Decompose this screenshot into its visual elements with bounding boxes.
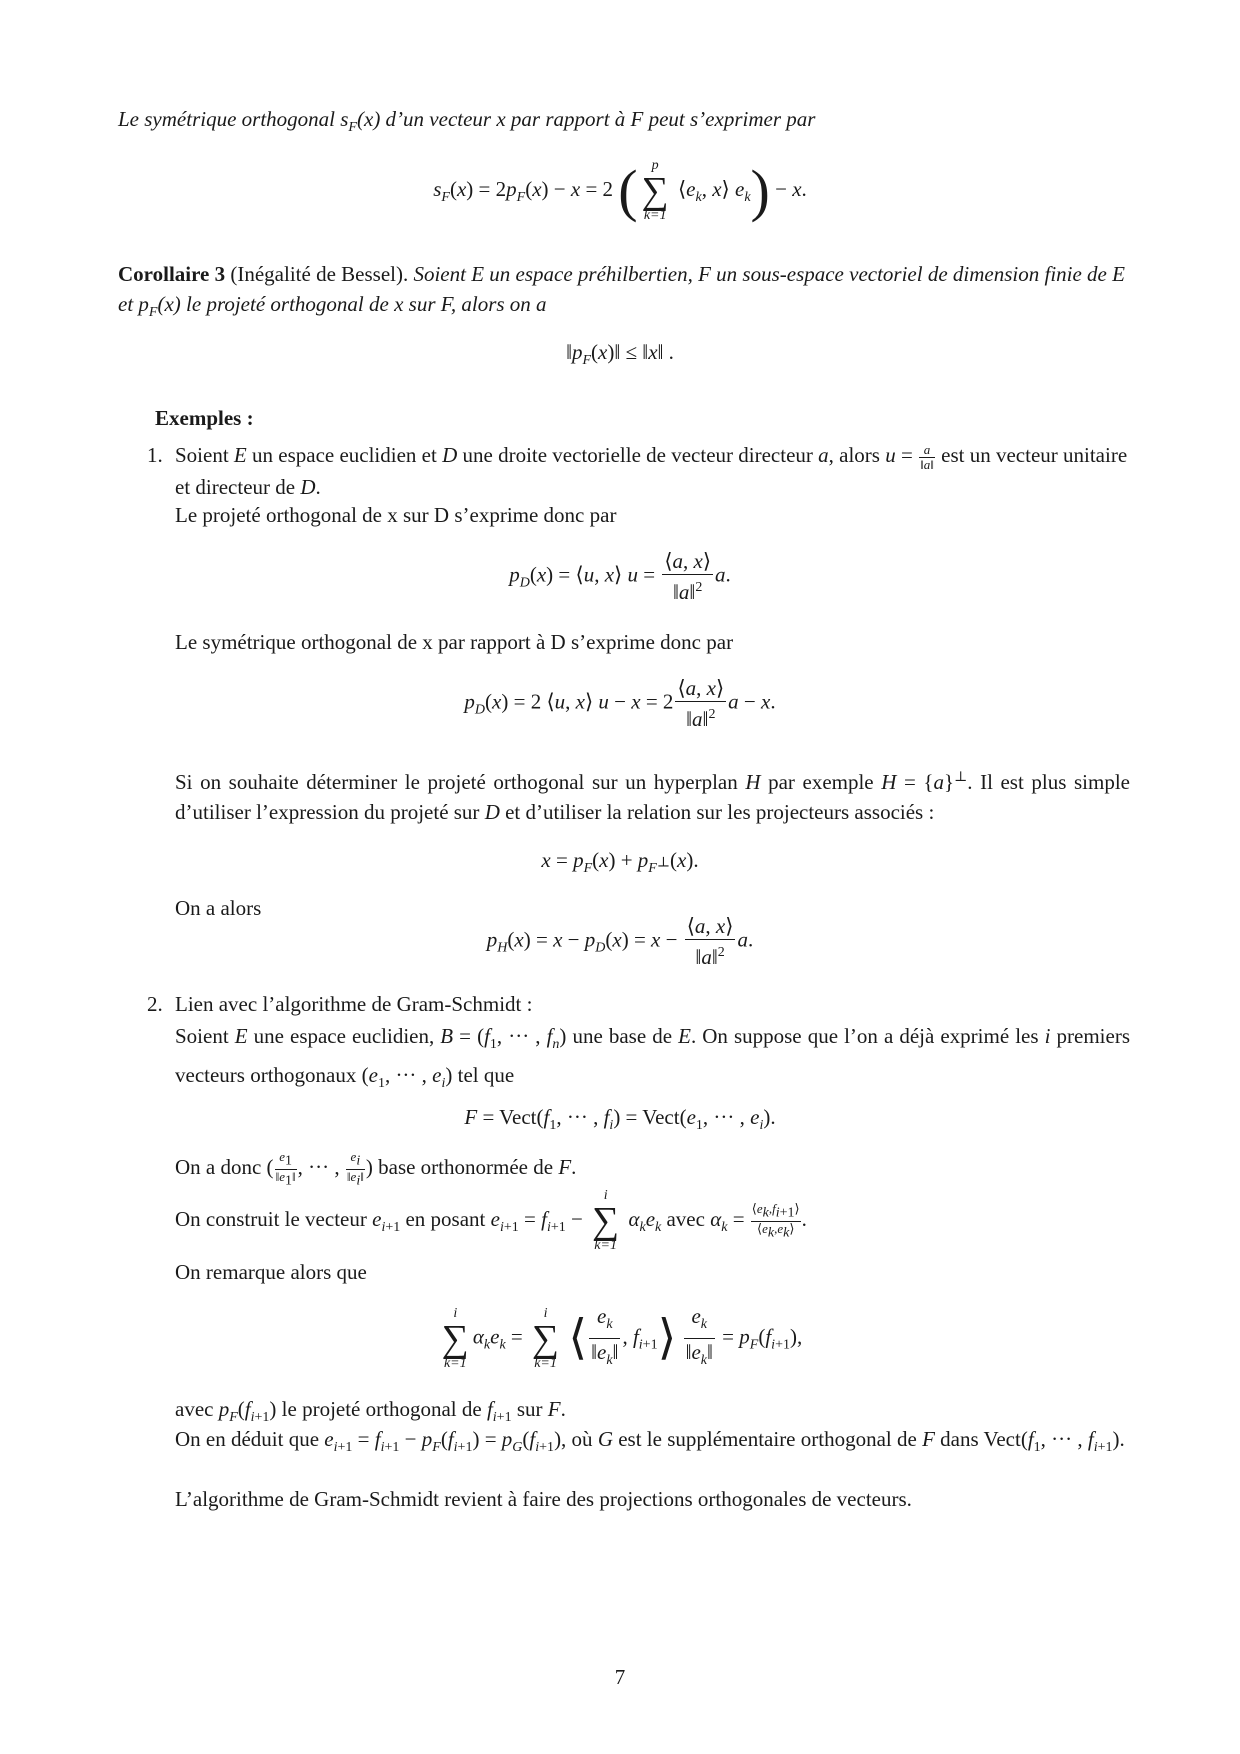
item2-title: Lien avec l’algorithme de Gram-Schmidt : [175, 992, 533, 1016]
corollary-name: (Inégalité de Bessel). [230, 262, 409, 286]
page-number: 7 [614, 1665, 626, 1689]
item2-number: 2. [147, 992, 163, 1016]
item2-line2: On construit le vecteur $e_{i+1}$ en posant $e_{i+1} = f_{i+1}$ − i ∑ k=1 $\alpha_ke_k$ avec $\alpha_k$ = $\frac{⟨e_k,f_{i+1}⟩}{⟨e_k,e_k⟩}$ . [175, 1188, 807, 1253]
item2-equation-vect: $F = Vect(f_1$, ··· , $f_i$) = $Vect(e_1$, ··· , $e_i$). [464, 1105, 776, 1134]
item1-line1: Soient E un espace euclidien et D une droite vectorielle de vecteur directeur a, alors u = $\frac{a}{‖a‖}$ est un vecteur unitaire et directeur de D. [175, 441, 1128, 499]
item2-line5: On en déduit que $e_{i+1} = f_{i+1} - p_F(f_{i+1}) = p_G(f_{i+1})$, où G est le supplémentaire orthogonal de F dans $Vect(f_1$, ··· , $f_{i+1}$). [175, 1427, 1125, 1456]
corollary-label: Corollaire 3 [118, 262, 226, 286]
item1-line3: Le symétrique orthogonal de x par rapport à D s’exprime donc par [175, 630, 734, 654]
item1-equation-symmetric: $p_D(x) = 2$ ⟨u, x⟩ u − x = 2 $\frac{⟨a, x⟩}{‖a‖^2}$ a − x. [464, 676, 776, 731]
item2-line1: On a donc ( $\frac{e_1}{‖e_1‖}$ , ··· , $\frac{e_i}{‖e_i‖}$ ) base orthonormée de F. [175, 1149, 577, 1189]
examples-heading: Exemples : [155, 406, 254, 430]
item1-equation-decomposition: $x = p_F(x) + p_{F^\perp}(x)$. [541, 848, 699, 877]
item1-equation-hyperplane: $p_H(x) = x - p_D(x) = x$ − $\frac{⟨a, x⟩}{‖a‖^2}$ a. [486, 914, 754, 969]
equation-bessel: $‖p_F(x)‖$ ≤ ‖x‖ . [566, 340, 674, 369]
item2-line4: avec $p_F(f_{i+1})$ le projeté orthogonal de $f_{i+1}$ sur F. [175, 1397, 566, 1426]
item1-line2: Le projeté orthogonal de x sur D s’exprime donc par [175, 503, 617, 527]
item2-line6: L’algorithme de Gram-Schmidt revient à faire des projections orthogonales de vecteurs. [175, 1487, 912, 1511]
corollary-block: Corollaire 3 (Inégalité de Bessel). Soient E un espace préhilbertien, F un sous-espace vectoriel de dimension finie de E et $p_F(x)$ le projeté orthogonal de x sur F, alors on a [118, 262, 1125, 321]
item1-line4: On a alors [175, 896, 262, 920]
item1-paragraph: Si on souhaite déterminer le projeté orthogonal sur un hyperplan H par exemple H = {a}⊥. Il est plus simple d’utiliser l’expression du projeté sur D et d’utiliser la relation sur les projecteurs associés : [175, 770, 1130, 824]
item1-number: 1. [147, 443, 163, 467]
item2-line3: On remarque alors que [175, 1260, 367, 1284]
item1-equation-projection: $p_D(x)$ = ⟨u, x⟩ u = $\frac{⟨a, x⟩}{‖a‖^2}$ a. [509, 549, 731, 604]
item2-equation-projection: i ∑ k=1 $\alpha_ke_k$ = i ∑ k=1 ⟨ $\frac{e_k}{‖e_k‖}$ , $f_{i+1}⟩$ $\frac{e_k}{‖e_k‖}$ = $p_F(f_{i+1})$, [441, 1304, 803, 1371]
intro-text: Le symétrique orthogonal $s_F(x)$ d’un vecteur x par rapport à F peut s’exprimer par [118, 107, 816, 136]
equation-symmetric: $s_F(x) = 2p_F(x) - x = 2$ ( p ∑ k=1 $⟨e_k$, x⟩ $e_k) - x$. [433, 158, 807, 223]
item2-paragraph: Soient E une espace euclidien, $B = (f_1$, ··· , $f_n$) une base de E. On suppose que l’on a déjà exprimé les i premiers vecteurs orthogonaux ($e_1$, ··· , $e_i$) tel que [175, 1024, 1130, 1092]
